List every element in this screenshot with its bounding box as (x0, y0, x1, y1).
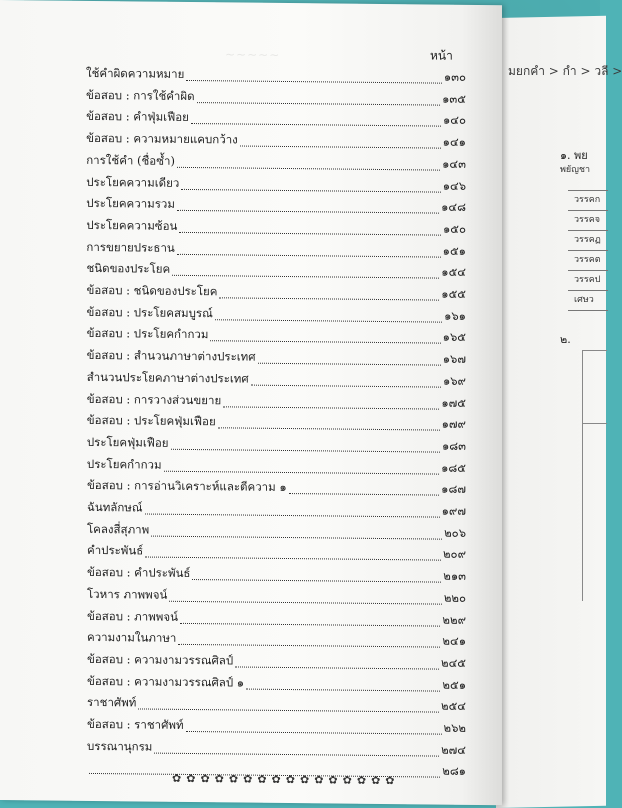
toc-dot-leader (169, 601, 442, 605)
toc-entry-page: ๑๕๔ (441, 264, 466, 282)
toc-dot-leader (215, 319, 442, 322)
toc-dot-leader (191, 123, 441, 127)
toc-entry-title: ข้อสอบ : ความหมายแคบกว้าง (86, 130, 239, 150)
facing-page-table-cell: วรรคก (568, 190, 608, 210)
toc-entry-page: ๒๕๔ (441, 698, 466, 716)
facing-page-table (568, 190, 608, 311)
toc-entry-page: ๑๘๗ (441, 481, 466, 499)
toc-dot-leader (145, 557, 441, 561)
toc-entry (86, 87, 466, 109)
ornament-flower-icon: ✿ (357, 774, 366, 787)
toc-entry (87, 434, 466, 456)
toc-dot-leader (145, 514, 440, 518)
toc-dot-leader (177, 210, 439, 214)
facing-page-box (582, 350, 607, 601)
ornament-flower-icon: ✿ (328, 773, 337, 786)
toc-entry (87, 564, 466, 586)
toc-entry-title: ราชาศัพท์ (87, 694, 137, 713)
toc-entry-page: ๑๕๕ (441, 286, 466, 304)
toc-entry (87, 651, 466, 673)
toc-entry (86, 217, 466, 239)
ornament-flower-icon: ✿ (257, 773, 266, 786)
toc-entry (87, 629, 466, 651)
toc-dot-leader (177, 167, 440, 171)
toc-entry (87, 607, 466, 629)
toc-entry (87, 586, 466, 608)
toc-dot-leader (251, 384, 441, 387)
toc-entry-page: ๒๔๑ (442, 633, 466, 651)
show-through-text: ~~~~~ (225, 47, 280, 62)
toc-entry-title: ฉันทลักษณ์ (87, 499, 144, 518)
toc-dot-leader (177, 253, 441, 257)
toc-entry (86, 238, 466, 260)
toc-entry-title: ข้อสอบ : ประโยคสมบูรณ์ (87, 304, 214, 323)
toc-dot-leader (186, 80, 441, 84)
toc-entry (87, 738, 466, 760)
toc-entry (86, 173, 466, 195)
toc-dot-leader (171, 449, 440, 453)
toc-entry (87, 347, 466, 369)
toc-entry-page: ๒๐๙ (443, 546, 466, 564)
toc-entry (87, 412, 466, 434)
toc-entry-page: ๒๒๙ (442, 611, 466, 629)
toc-entry (87, 390, 466, 412)
toc-dot-leader (151, 535, 442, 539)
toc-dot-leader (192, 579, 441, 583)
facing-page-subheading: พยัญชา (560, 162, 590, 176)
toc-entry-title: ข้อสอบ : คำฟุ่มเฟือย (86, 108, 190, 127)
toc-entry-page: ๒๑๓ (443, 568, 466, 586)
facing-page-table-cell: เศษว (568, 290, 608, 311)
toc-entry (87, 477, 466, 499)
toc-dot-leader (246, 688, 440, 691)
toc-dot-leader (181, 188, 440, 192)
toc-entry (87, 673, 466, 695)
toc-entry (87, 499, 466, 521)
toc-entry-title: ความงามในภาษา (87, 629, 177, 648)
toc-entry-title: ข้อสอบ : ชนิดของประโยค (87, 282, 219, 301)
toc-entry-title: ข้อสอบ : ภาพพจน์ (87, 607, 179, 626)
toc-entry (86, 260, 466, 282)
toc-entry-title: สำนวนประโยคภาษาต่างประเทศ (87, 369, 250, 389)
toc-entry-title: ประโยคฟุ่มเฟือย (87, 434, 170, 453)
toc-dot-leader (223, 406, 439, 409)
toc-dot-leader (179, 232, 441, 236)
toc-entry-page: ๒๔๕ (441, 655, 466, 673)
toc-entry (86, 108, 466, 130)
toc-dot-leader (240, 146, 441, 149)
facing-page-table-cell: วรรคป (568, 270, 608, 290)
toc-entry-title: ข้อสอบ : คำประพันธ์ (87, 564, 191, 583)
toc-entry-page: ๒๘๑ (442, 763, 466, 781)
toc-entry-page: ๑๓๐ (444, 69, 466, 87)
toc-entry (87, 521, 466, 543)
toc-entry-page: ๒๒๐ (444, 589, 466, 607)
ornament-flower-icon: ✿ (314, 773, 323, 786)
ornament-flower-icon: ✿ (243, 773, 252, 786)
facing-page-table-cell: วรรคต (568, 250, 608, 270)
ornament-flower-icon: ✿ (272, 773, 281, 786)
toc-entry (87, 542, 466, 564)
toc-entry-title: ข้อสอบ : การอ่านวิเคราะห์และตีความ ๑ (87, 477, 288, 497)
ornament-flower-icon: ✿ (215, 772, 224, 785)
toc-entry (87, 456, 466, 478)
toc-entry-title: ข้อสอบ : ความงามวรรณศิลป์ (87, 651, 234, 671)
facing-page-table-cell: วรรคฏ (568, 230, 608, 250)
toc-entry (87, 716, 466, 738)
ornament-flower-icon: ✿ (385, 774, 394, 787)
toc-entry-page: ๑๗๙ (442, 416, 466, 434)
toc-entry-title: ใช้คำผิดความหมาย (86, 65, 185, 84)
toc-entry-page: ๑๔๐ (443, 112, 466, 130)
toc-dot-leader (289, 493, 439, 496)
facing-page-section-1: ๑. พย (560, 146, 588, 164)
facing-page-table-cell: วรรคจ (568, 210, 608, 230)
toc-entry-title: ข้อสอบ : ประโยคฟุ่มเฟือย (87, 412, 217, 431)
toc-entry-page: ๑๓๕ (442, 90, 466, 108)
toc-entry-page: ๑๔๓ (442, 155, 466, 173)
toc-entry-page: ๑๗๕ (441, 394, 466, 412)
toc-entry-title: บรรณานุกรม (87, 738, 153, 757)
ornament-flower-icon: ✿ (186, 772, 195, 785)
toc-entry (87, 325, 466, 347)
toc-entry-title: การใช้คำ (ชื่อซ้ำ) (86, 152, 176, 171)
toc-entry-title: ข้อสอบ : การวางส่วนขยาย (87, 390, 222, 409)
toc-dot-leader (235, 666, 439, 669)
toc-entry-title: ประโยคความซ้อน (86, 217, 178, 236)
facing-page-heading: มยกคำ > กำ > วลี > (508, 62, 622, 81)
toc-entry (87, 304, 466, 326)
toc-dot-leader (172, 275, 439, 279)
toc-dot-leader (258, 363, 441, 366)
toc-entry-title: โวหาร ภาพพจน์ (87, 586, 168, 605)
ornament-flower-icon: ✿ (172, 772, 181, 785)
toc-entry-title: ข้อสอบ : ประโยคกำกวม (87, 325, 210, 344)
toc-entry-title: ข้อสอบ : ราชาศัพท์ (87, 716, 185, 735)
toc-entry-page: ๑๔๑ (443, 134, 466, 152)
ornament-flower-icon: ✿ (371, 774, 380, 787)
toc-entry-page: ๑๘๓ (442, 438, 466, 456)
toc-dot-leader (219, 297, 439, 300)
toc-entry-page: ๑๙๗ (442, 503, 466, 521)
toc-entry-title: ประโยคความรวม (86, 195, 176, 214)
toc-dot-leader (186, 731, 442, 735)
toc-dot-leader (164, 470, 440, 474)
toc-dot-leader (178, 644, 440, 648)
toc-entry-page: ๑๕๐ (443, 221, 466, 239)
footer-ornament (172, 772, 395, 787)
toc-dot-leader (154, 752, 439, 756)
ornament-flower-icon: ✿ (200, 772, 209, 785)
toc-entry-page: ๑๖๙ (443, 372, 466, 390)
toc-entry-title: ประโยคความเดียว (86, 173, 180, 192)
toc-entry-title: ชนิดของประโยค (86, 260, 171, 279)
toc-entry-page: ๒๕๑ (442, 676, 466, 694)
toc-entry (87, 282, 467, 304)
toc-dot-leader (210, 341, 440, 344)
toc-entry-title: โคลงสี่สุภาพ (87, 521, 150, 540)
toc-entry (86, 130, 466, 152)
toc-entry (86, 195, 466, 217)
toc-entry-title: ข้อสอบ : การใช้คำผิด (86, 87, 196, 106)
toc-entry (87, 694, 466, 716)
toc-entry-page: ๑๕๑ (443, 242, 466, 260)
toc-entry (86, 65, 466, 87)
toc-entry-page: ๑๖๑ (444, 307, 466, 325)
toc-entry-page: ๒๗๔ (441, 741, 466, 759)
ornament-flower-icon: ✿ (286, 773, 295, 786)
toc-entry-page: ๑๖๗ (443, 351, 466, 369)
toc-entry-page: ๒๐๖ (444, 524, 466, 542)
toc-dot-leader (180, 622, 440, 626)
toc-entry-page: ๑๖๕ (443, 329, 466, 347)
facing-page-section-2: ๒. (560, 330, 571, 348)
toc-dot-leader (197, 102, 441, 106)
toc-entry-page: ๑๔๘ (441, 199, 466, 217)
ornament-flower-icon: ✿ (343, 774, 352, 787)
ornament-flower-icon: ✿ (229, 772, 238, 785)
toc-dot-leader (138, 709, 439, 713)
toc-entry-title: การขยายประธาน (86, 238, 175, 257)
toc-entry-title: ข้อสอบ : ความงามวรรณศิลป์ ๑ (87, 673, 245, 693)
toc-entry-page: ๒๖๒ (444, 720, 466, 738)
toc-entry (86, 152, 466, 174)
page-column-header: หน้า (430, 47, 453, 66)
toc-dot-leader (218, 427, 440, 430)
toc-entry-page: ๑๔๖ (443, 177, 466, 195)
ornament-flower-icon: ✿ (300, 773, 309, 786)
toc-entry-title: ข้อสอบ : สำนวนภาษาต่างประเทศ (87, 347, 257, 367)
toc-entry (87, 369, 466, 391)
toc-entry-title: คำประพันธ์ (87, 542, 144, 561)
toc-entry-title: ประโยคกำกวม (87, 456, 163, 475)
toc-entry-page: ๑๘๕ (441, 459, 466, 477)
